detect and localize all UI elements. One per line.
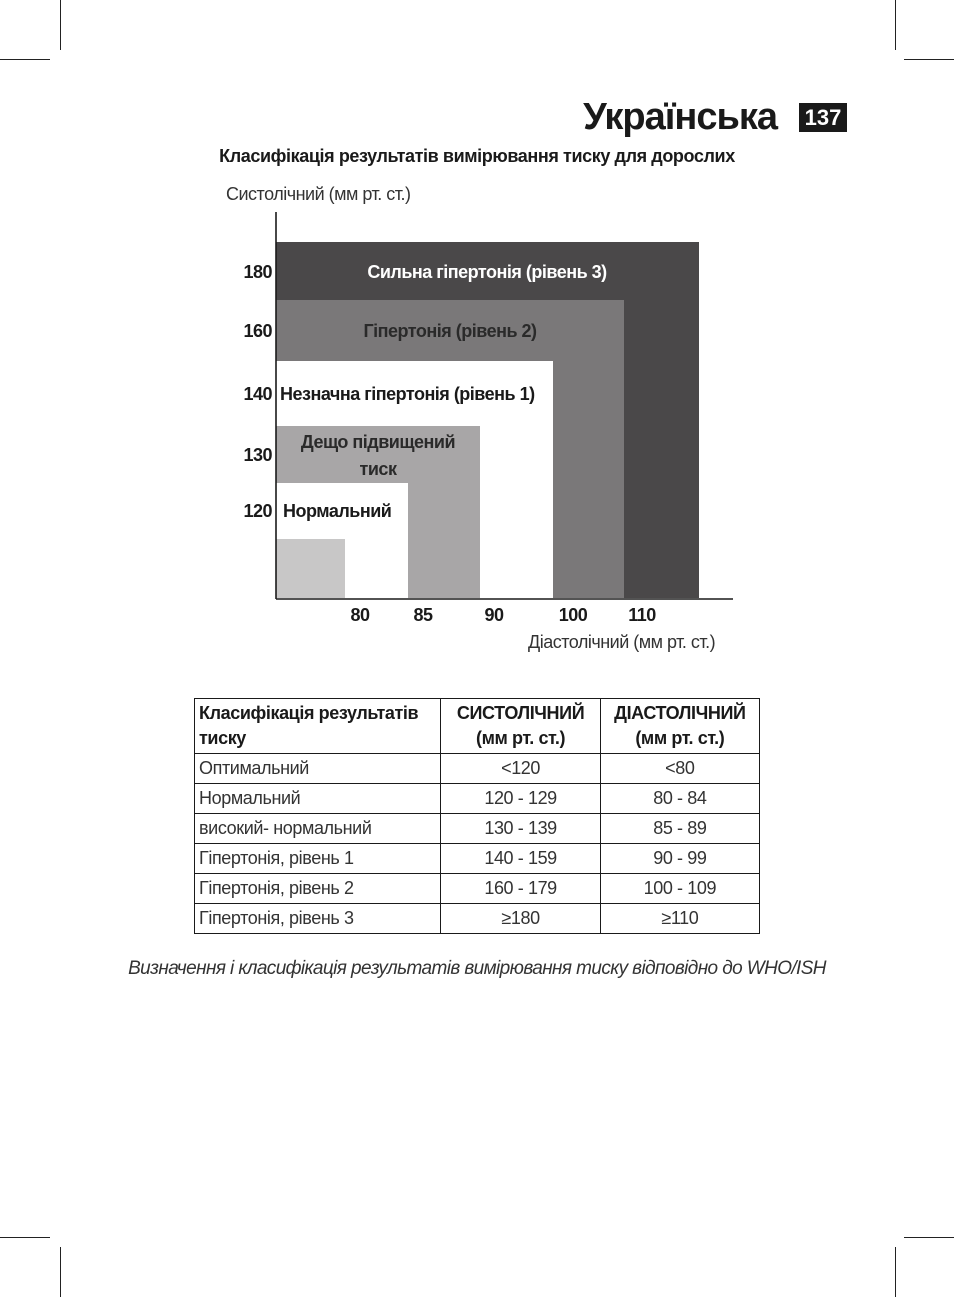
- table-cell-diastolic: 90 - 99: [600, 844, 759, 874]
- table-cell-systolic: <120: [441, 754, 600, 784]
- x-tick-label: 90: [484, 605, 504, 625]
- table-row: [195, 844, 760, 874]
- table-cell-category: Гіпертонія, рівень 1: [195, 844, 441, 874]
- x-tick-label: 110: [628, 605, 656, 625]
- table-header-category: Класифікація результатів тиску: [195, 699, 441, 754]
- zone-label: Гіпертонія (рівень 2): [363, 321, 537, 341]
- table-cell-systolic: 120 - 129: [441, 784, 600, 814]
- table-cell-systolic: 130 - 139: [441, 814, 600, 844]
- page-number: 137: [799, 103, 847, 132]
- zone-label: Дещо підвищений тиск: [300, 432, 456, 479]
- zone-label: Сильна гіпертонія (рівень 3): [367, 262, 607, 282]
- table-row: [195, 754, 760, 784]
- table-cell-category: Оптимальний: [195, 754, 441, 784]
- x-tick-label: 85: [413, 605, 433, 625]
- zone-label: Нормальний: [283, 501, 392, 521]
- crop-mark: [895, 1247, 896, 1297]
- table-cell-diastolic: 100 - 109: [600, 874, 759, 904]
- table-row: [195, 814, 760, 844]
- zone-label: Незначна гіпертонія (рівень 1): [280, 384, 535, 404]
- crop-mark: [60, 1247, 61, 1297]
- table-cell-category: Нормальний: [195, 784, 441, 814]
- table-cell-category: високий- нормальний: [195, 814, 441, 844]
- table-cell-category: Гіпертонія, рівень 2: [195, 874, 441, 904]
- table-cell-systolic: ≥180: [441, 904, 600, 934]
- x-axis-title: Діастолічний (мм рт. ст.): [528, 632, 716, 652]
- y-tick-label: 160: [243, 321, 272, 341]
- section-title: Класифікація результатів вимірювання тиску для дорослих: [219, 146, 735, 166]
- chart-zone: [276, 539, 345, 598]
- y-axis-title: Систолічний (мм рт. ст.): [226, 184, 411, 204]
- y-tick-label: 120: [243, 501, 272, 521]
- table-cell-diastolic: ≥110: [600, 904, 759, 934]
- table-cell-diastolic: 80 - 84: [600, 784, 759, 814]
- x-tick-label: 100: [558, 605, 588, 625]
- classification-table: [194, 698, 760, 934]
- table-row: [195, 904, 760, 934]
- table-header-diastolic: ДІАСТОЛІЧНИЙ (мм рт. ст.): [600, 699, 759, 754]
- y-tick-label: 140: [243, 384, 272, 404]
- crop-mark: [904, 1237, 954, 1238]
- page-header-title: Українська: [583, 96, 777, 138]
- table-row: [195, 784, 760, 814]
- table-cell-diastolic: 85 - 89: [600, 814, 759, 844]
- table-header-systolic: СИСТОЛІЧНИЙ (мм рт. ст.): [441, 699, 600, 754]
- table-cell-systolic: 140 - 159: [441, 844, 600, 874]
- table-header-row: [195, 699, 760, 754]
- table-cell-diastolic: <80: [600, 754, 759, 784]
- table-cell-category: Гіпертонія, рівень 3: [195, 904, 441, 934]
- table-row: [195, 874, 760, 904]
- crop-mark: [0, 1237, 50, 1238]
- table-cell-systolic: 160 - 179: [441, 874, 600, 904]
- x-tick-label: 80: [350, 605, 370, 625]
- footnote: Визначення і класифікація результатів вимірювання тиску відповідно до WHO/ISH: [128, 958, 826, 979]
- y-tick-label: 180: [243, 262, 272, 282]
- y-tick-label: 130: [243, 445, 272, 465]
